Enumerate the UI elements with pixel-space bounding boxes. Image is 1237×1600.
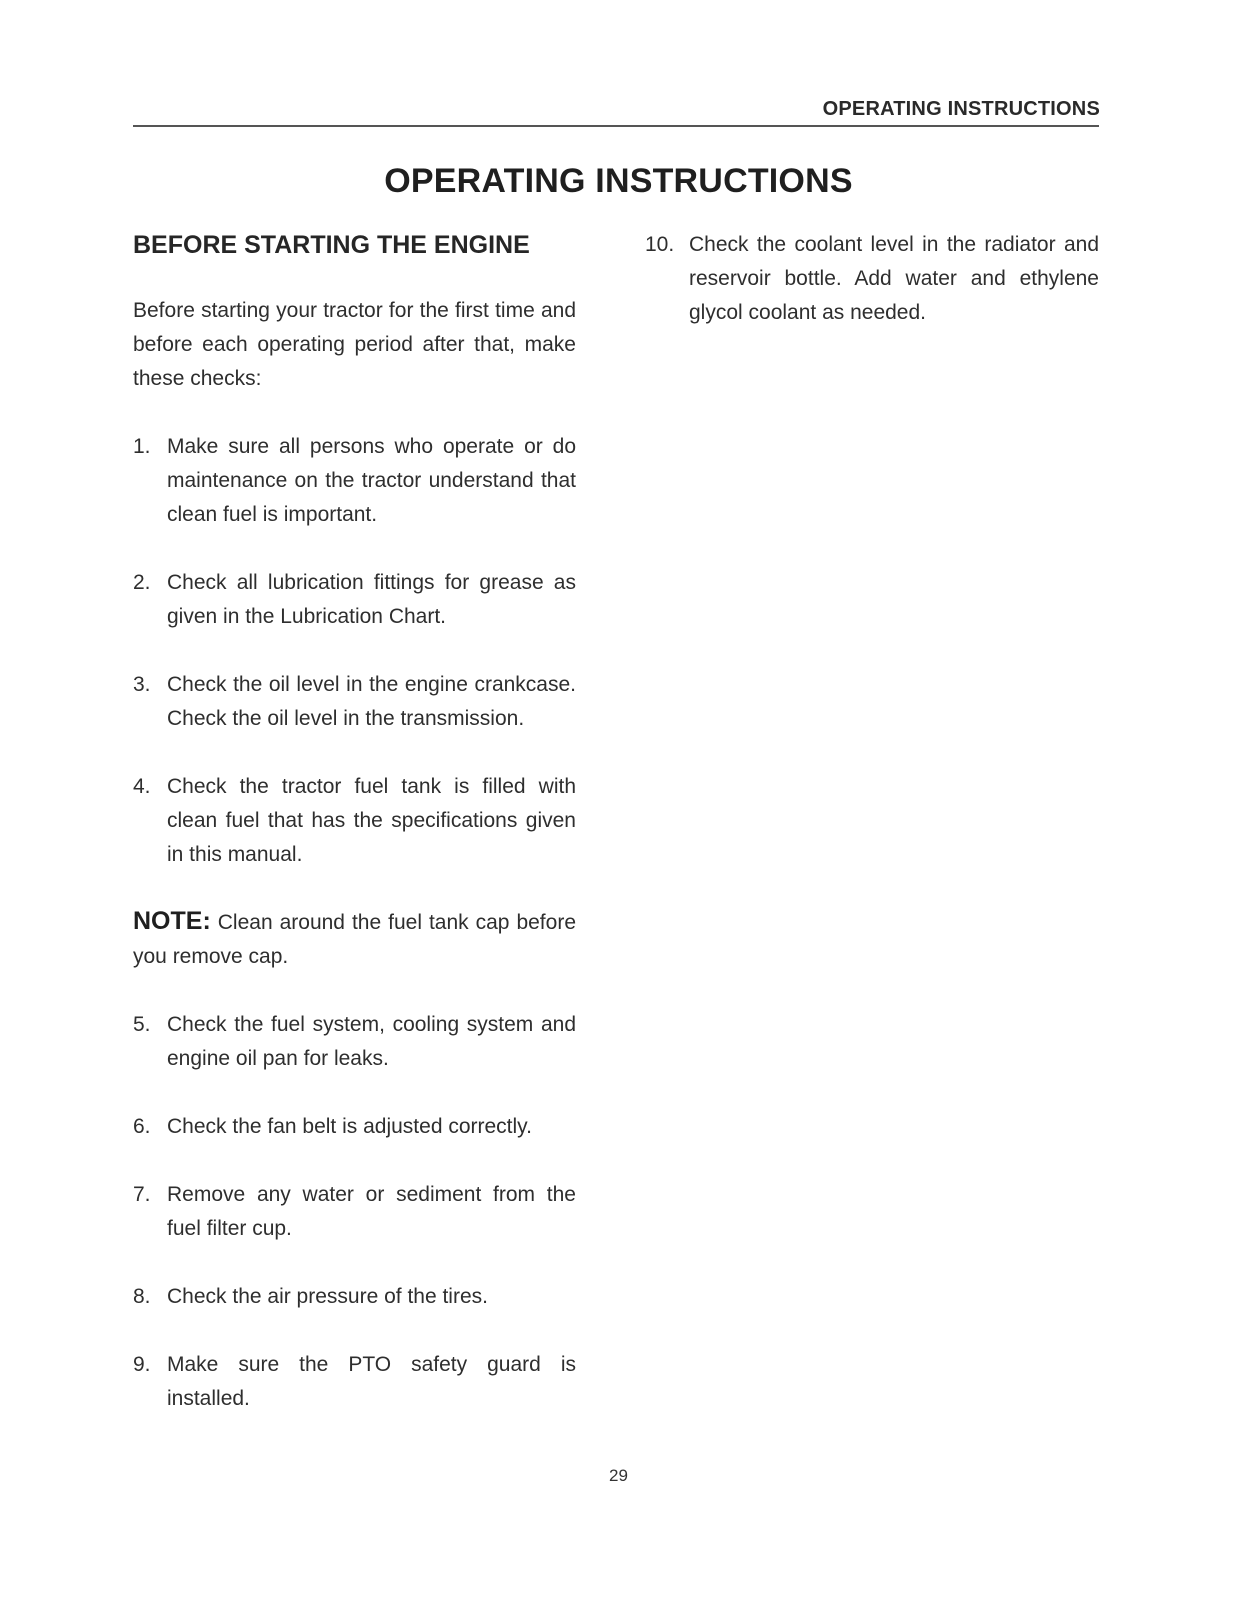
list-item-number: 10. (645, 233, 675, 256)
list-item (133, 566, 576, 634)
list-item-number: 7. (133, 1183, 151, 1206)
list-item-number: 8. (133, 1285, 151, 1308)
note-label: NOTE: (133, 907, 211, 935)
list-item-text: Remove any water or sediment from the fuel filter cup. (167, 1183, 576, 1240)
section-heading: BEFORE STARTING THE ENGINE (133, 231, 530, 259)
list-item-number: 3. (133, 673, 151, 696)
list-item-number: 5. (133, 1013, 151, 1036)
note-text: Clean around the fuel tank cap before you remove cap. (133, 911, 576, 968)
right-column (645, 228, 1099, 364)
list-item-number: 2. (133, 571, 151, 594)
list-item (133, 430, 576, 532)
list-item-text: Check all lubrication fittings for grease as given in the Lubrication Chart. (167, 571, 576, 628)
list-item (133, 770, 576, 872)
list-item-number: 6. (133, 1115, 151, 1138)
intro-paragraph: Before starting your tractor for the first time and before each operating period after that, make these checks: (133, 299, 576, 390)
list-item-text: Check the tractor fuel tank is filled with clean fuel that has the specifications given in this manual. (167, 775, 576, 866)
list-item-text: Check the air pressure of the tires. (167, 1285, 488, 1308)
list-item-text: Check the oil level in the engine crankcase. Check the oil level in the transmission. (167, 673, 576, 730)
header-rule (133, 125, 1099, 127)
note-paragraph (133, 904, 576, 974)
list-item-number: 1. (133, 435, 151, 458)
list-item (133, 1280, 576, 1314)
list-item-text: Check the fan belt is adjusted correctly. (167, 1115, 532, 1138)
list-item (133, 668, 576, 736)
list-item (133, 1348, 576, 1416)
list-item (133, 1008, 576, 1076)
page-number: 29 (609, 1466, 628, 1485)
list-item (133, 1178, 576, 1246)
left-column (133, 228, 576, 1450)
running-header: OPERATING INSTRUCTIONS (822, 98, 1100, 120)
list-item-text: Check the coolant level in the radiator and reservoir bottle. Add water and ethylene glycol coolant as needed. (689, 233, 1099, 324)
list-item-text: Make sure all persons who operate or do maintenance on the tractor understand that clean fuel is important. (167, 435, 576, 526)
list-item-text: Check the fuel system, cooling system and engine oil pan for leaks. (167, 1013, 576, 1070)
list-item-number: 9. (133, 1353, 151, 1376)
list-item (645, 228, 1099, 330)
list-item-number: 4. (133, 775, 151, 798)
list-item-text: Make sure the PTO safety guard is installed. (167, 1353, 576, 1410)
page-title: OPERATING INSTRUCTIONS (384, 162, 853, 200)
list-item (133, 1110, 576, 1144)
